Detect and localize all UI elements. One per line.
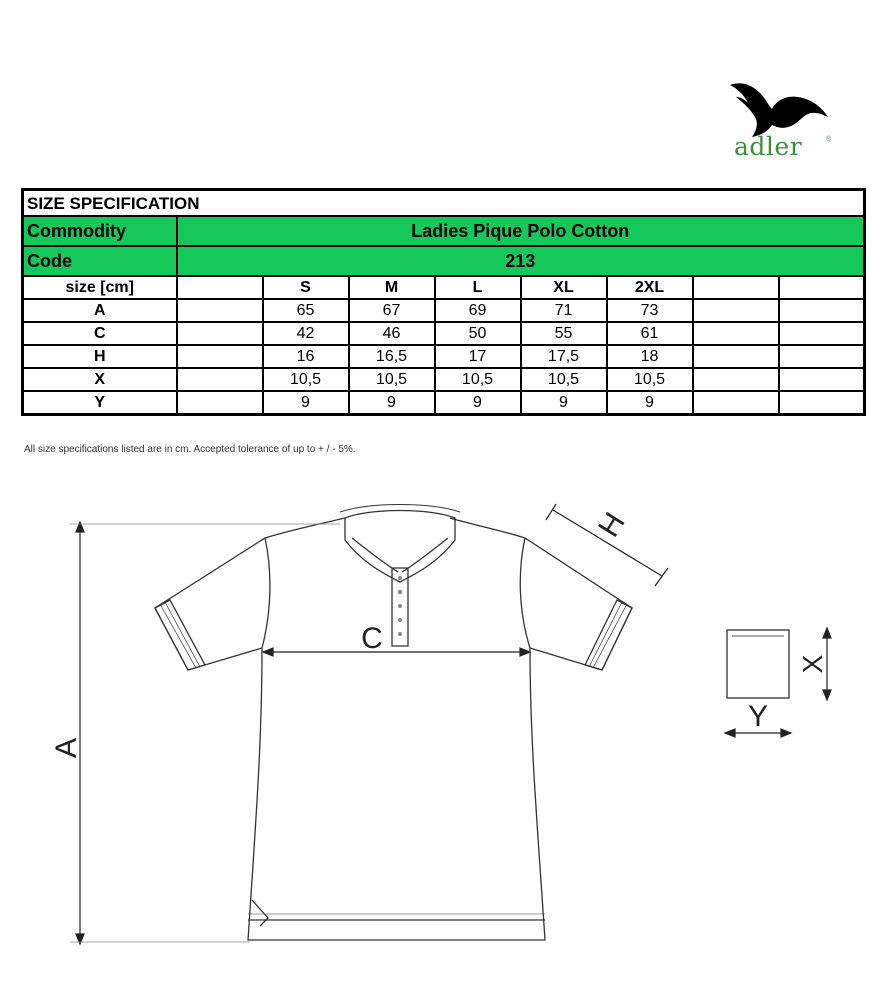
polo-technical-drawing <box>0 480 886 1000</box>
table-cell <box>779 391 865 415</box>
table-cell <box>177 322 263 345</box>
table-cell: 9 <box>521 391 607 415</box>
table-cell: 46 <box>349 322 435 345</box>
table-row <box>23 345 865 368</box>
table-cell: 50 <box>435 322 521 345</box>
table-cell: 9 <box>607 391 693 415</box>
table-cell: 10,5 <box>607 368 693 391</box>
table-cell <box>693 299 779 322</box>
header-cell <box>177 276 263 299</box>
table-cell: 17,5 <box>521 345 607 368</box>
table-row <box>23 322 865 345</box>
row-label: X <box>23 368 177 391</box>
table-cell <box>693 391 779 415</box>
registered-mark: ® <box>826 136 832 143</box>
table-header-row <box>23 276 865 299</box>
code-label: Code <box>23 246 177 276</box>
table-cell: 10,5 <box>435 368 521 391</box>
table-cell: 16 <box>263 345 349 368</box>
table-title: SIZE SPECIFICATION <box>23 190 865 217</box>
dimension-label-c: C <box>361 622 383 655</box>
tolerance-note: All size specifications listed are in cm. Accepted tolerance of up to + / - 5%. <box>24 444 356 455</box>
table-cell: 9 <box>435 391 521 415</box>
table-cell <box>177 368 263 391</box>
table-cell: 55 <box>521 322 607 345</box>
table-cell: 9 <box>263 391 349 415</box>
row-label: C <box>23 322 177 345</box>
side-vent <box>252 900 268 926</box>
table-cell: 9 <box>349 391 435 415</box>
table-cell: 71 <box>521 299 607 322</box>
table-cell <box>177 391 263 415</box>
row-label: A <box>23 299 177 322</box>
commodity-value: Ladies Pique Polo Cotton <box>177 216 865 246</box>
table-cell: 73 <box>607 299 693 322</box>
polo-body-outline <box>155 518 632 940</box>
table-row <box>23 299 865 322</box>
header-cell: size [cm] <box>23 276 177 299</box>
dimension-label-x: X <box>797 654 828 674</box>
table-cell: 65 <box>263 299 349 322</box>
commodity-label: Commodity <box>23 216 177 246</box>
row-label: H <box>23 345 177 368</box>
code-value: 213 <box>177 246 865 276</box>
table-cell <box>779 322 865 345</box>
table-cell <box>779 345 865 368</box>
table-cell: 18 <box>607 345 693 368</box>
header-cell: S <box>263 276 349 299</box>
table-cell <box>779 368 865 391</box>
header-cell: M <box>349 276 435 299</box>
header-cell: L <box>435 276 521 299</box>
brand-name: adler <box>734 132 803 161</box>
header-cell <box>779 276 865 299</box>
table-cell: 16,5 <box>349 345 435 368</box>
table-cell: 69 <box>435 299 521 322</box>
header-cell: XL <box>521 276 607 299</box>
dimension-label-a: A <box>50 737 83 759</box>
table-row <box>23 368 865 391</box>
size-specification-table <box>21 188 866 416</box>
right-sleeve-cuff <box>585 600 632 670</box>
eagle-icon <box>730 83 828 137</box>
table-cell <box>693 368 779 391</box>
row-label: Y <box>23 391 177 415</box>
table-cell: 10,5 <box>263 368 349 391</box>
table-cell: 10,5 <box>521 368 607 391</box>
pocket-box <box>727 630 789 698</box>
table-cell: 61 <box>607 322 693 345</box>
dimension-label-h: H <box>592 507 632 543</box>
table-cell <box>693 345 779 368</box>
table-cell <box>779 299 865 322</box>
header-cell <box>693 276 779 299</box>
table-cell: 42 <box>263 322 349 345</box>
table-cell <box>177 299 263 322</box>
left-sleeve-cuff <box>155 600 205 670</box>
dimension-label-y: Y <box>747 700 769 733</box>
table-cell: 67 <box>349 299 435 322</box>
table-cell: 17 <box>435 345 521 368</box>
table-cell: 10,5 <box>349 368 435 391</box>
header-cell: 2XL <box>607 276 693 299</box>
table-cell <box>693 322 779 345</box>
table-row <box>23 391 865 415</box>
table-cell <box>177 345 263 368</box>
